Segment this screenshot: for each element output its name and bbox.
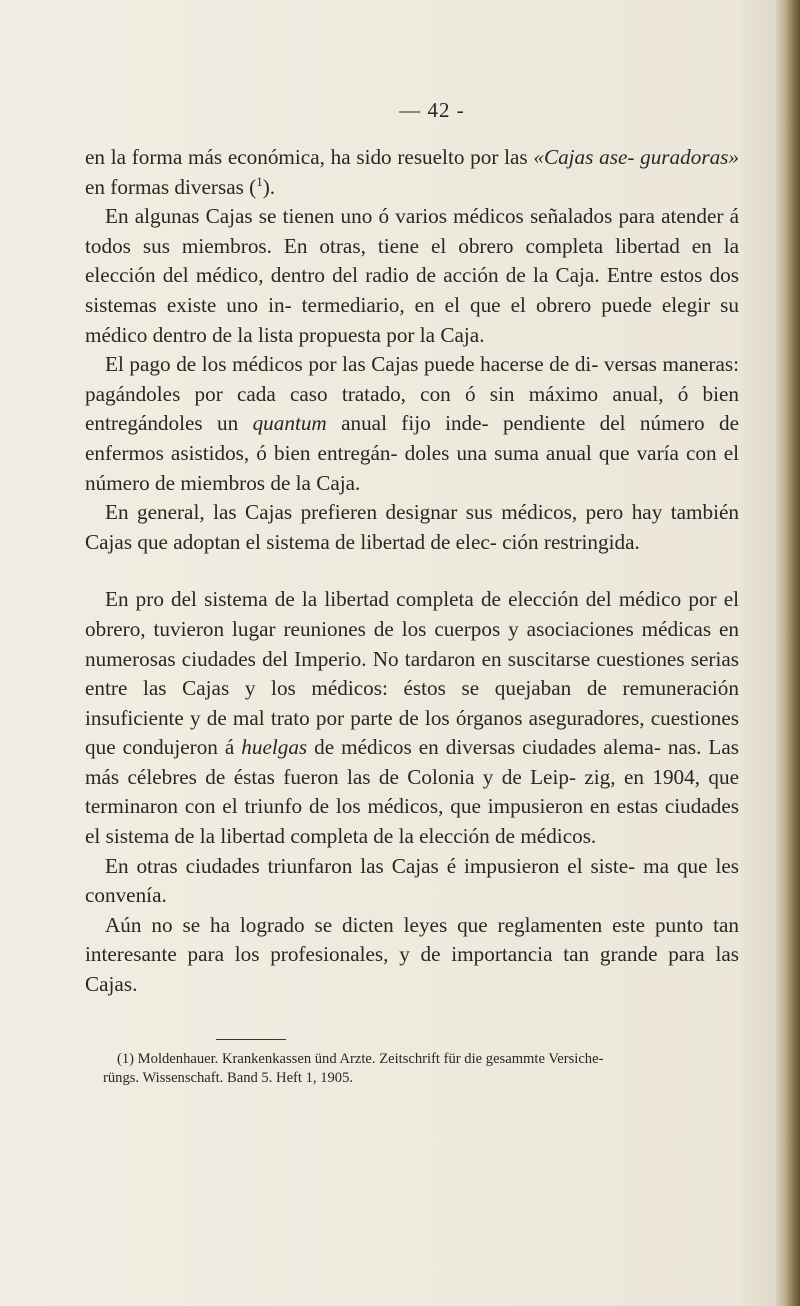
footnote-rule <box>216 1039 286 1040</box>
paragraph-5-text-a: En pro del sistema de la libertad completa de elección del médico por el obrero, tuvieron lugar reuniones de los cuerpos y asociaciones médicas en numerosas ciudades del Imperio. No tardaron en suscitarse cuestiones serias entre las Cajas y los médicos: éstos se quejaban de remuneración insuficiente y de mal trato por parte de los órganos aseguradores, cuestiones que condujeron á <box>85 587 739 760</box>
paragraph-5 <box>85 585 739 851</box>
paragraph-6: En otras ciudades triunfaron las Cajas é impusieron el siste- ma que les convenía. <box>85 853 739 908</box>
paragraph-4: En general, las Cajas prefieren designar sus médicos, pero hay también Cajas que adoptan el sistema de libertad de elec- ción restringida. <box>85 500 739 554</box>
paragraph-1-text-c: ). <box>262 174 276 199</box>
paragraph-3 <box>85 350 739 498</box>
paragraph-1-text-b: en formas diversas ( <box>85 174 257 199</box>
body-text <box>85 143 739 1000</box>
paragraph-1-text-a: en la forma más económica, ha sido resuelto por las <box>85 145 534 169</box>
footnote-line-1: (1) Moldenhauer. Krankenkassen ünd Arzte. Zeitschrift für die gesammte Versiche- <box>117 1051 604 1067</box>
paragraph-7: Aún no se ha logrado se dicten leyes que reglamenten este punto tan interesante para los profesionales, y de importancia tan grande para las Cajas. <box>85 912 739 997</box>
paragraph-3-text-a: El pago de los médicos por las Cajas puede hacerse de di- versas maneras: pagándoles por cada caso tratado, con ó sin máximo anual, ó bien entregándoles un <box>85 352 739 436</box>
page-number: — 42 - <box>399 98 465 122</box>
footnote-marker: 1 <box>256 173 263 189</box>
section-gap <box>85 557 739 585</box>
paragraph-3-text-b: anual fijo inde- pendiente del número de enfermos asistidos, ó bien entregán- doles una suma anual que varía con el número de miembros de la Caja. <box>85 411 739 495</box>
footnote-line-2: rüngs. Wissenschaft. Band 5. Heft 1, 1905. <box>103 1070 354 1086</box>
page-edge <box>776 0 800 1306</box>
paragraph-5-italic: huelgas <box>241 735 308 760</box>
paragraph-2: En algunas Cajas se tienen uno ó varios médicos señalados para atender á todos sus miembros. En otras, tiene el obrero completa libertad en la elección del médico, dentro del radio de acción de la Caja. Entre estos dos sistemas existe uno in- termediario, en el que el obrero puede elegir su médico dentro de la lista propuesta por la Caja. <box>85 204 739 347</box>
paragraph-3-italic: quantum <box>252 411 327 436</box>
paragraph-1 <box>85 143 739 202</box>
paragraph-1-italic: «Cajas ase- guradoras» <box>533 145 739 169</box>
paragraph-5-text-b: de médicos en diversas ciudades alema- nas. Las más célebres de éstas fueron las de Colonia y de Leip- zig, en 1904, que terminaron con el triunfo de los médicos, que impusieron en estas ciudades el sistema de la libertad completa de la elección de médicos. <box>85 735 739 849</box>
